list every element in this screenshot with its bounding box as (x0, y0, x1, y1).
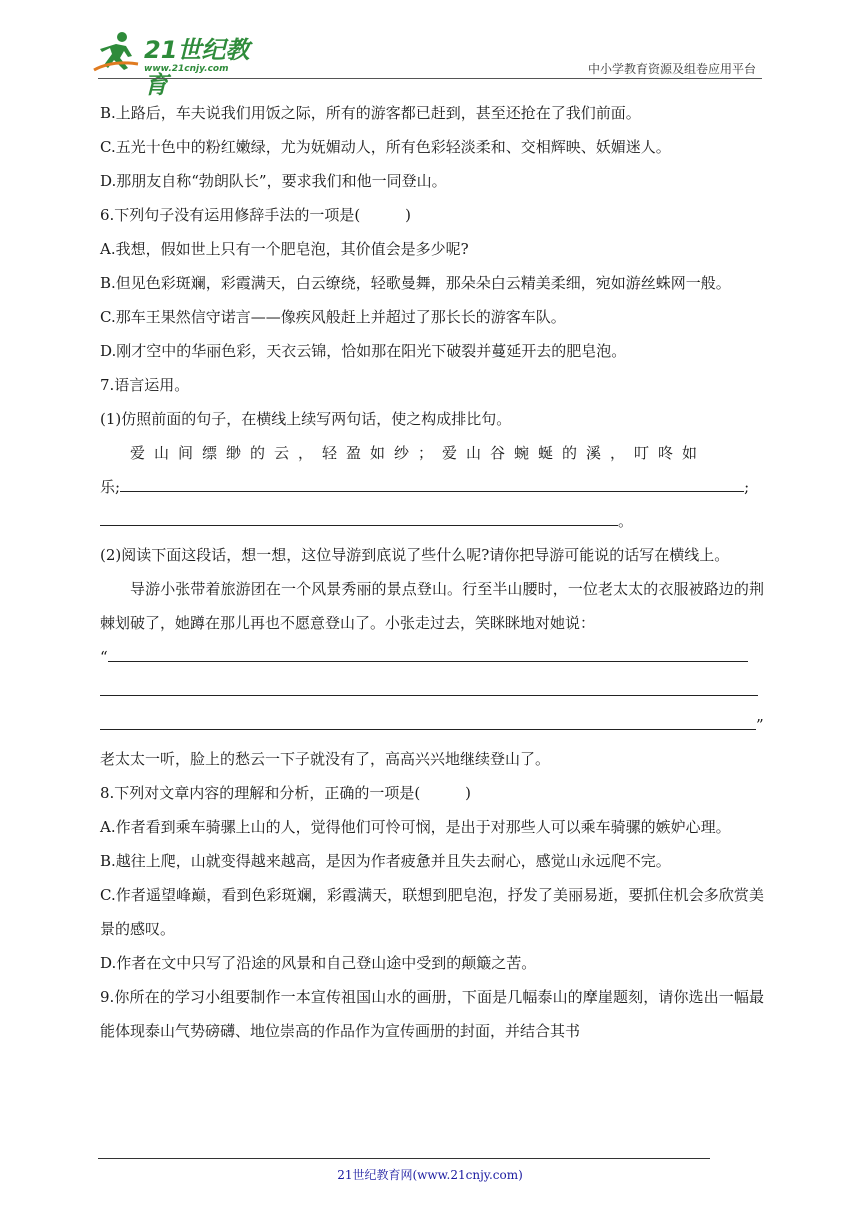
close-quote: ” (756, 716, 764, 734)
open-quote: “ (100, 648, 108, 666)
logo (92, 30, 262, 99)
logo-url: www.21cnjy.com (144, 64, 229, 74)
semicolon: ; (744, 478, 750, 496)
example-end: 乐; (100, 478, 121, 496)
question-6: 6.下列句子没有运用修辞手法的一项是( ) (100, 206, 412, 224)
question-7-part-1: (1)仿照前面的句子，在横线上续写两句话，使之构成排比句。 (100, 410, 512, 428)
question-7: 7.语言运用。 (100, 376, 190, 394)
answer-blank-1[interactable] (120, 473, 744, 492)
question-8: 8.下列对文章内容的理解和分析，正确的一项是( ) (100, 784, 472, 802)
question-6-option-d: D.刚才空中的华丽色彩，天衣云锦，恰如那在阳光下破裂并蔓延开去的肥皂泡。 (100, 342, 627, 360)
option-d: D.那朋友自称“勃朗队长”，要求我们和他一同登山。 (100, 172, 447, 190)
guide-answer-line-3 (100, 708, 764, 742)
question-7-conclusion: 老太太一听，脸上的愁云一下子就没有了，高高兴兴地继续登山了。 (100, 750, 551, 768)
question-7-answer-line-1 (100, 470, 764, 504)
footer-divider (98, 1158, 710, 1159)
question-8-option-c: C.作者遥望峰巅，看到色彩斑斓，彩霞满天，联想到肥皂泡，抒发了美丽易逝，要抓住机会多欣赏美景的感叹。 (100, 886, 764, 938)
question-8-option-b: B.越往上爬，山就变得越来越高，是因为作者疲惫并且失去耐心，感觉山永远爬不完。 (100, 852, 671, 870)
question-6-option-c: C.那车王果然信守诺言——像疾风般赶上并超过了那长长的游客车队。 (100, 308, 566, 326)
question-6-option-b: B.但见色彩斑斓，彩霞满天，白云缭绕，轻歌曼舞，那朵朵白云精美柔细，宛如游丝蛛网一般。 (100, 274, 731, 292)
question-6-option-a: A.我想，假如世上只有一个肥皂泡，其价值会是多少呢? (100, 240, 469, 258)
period: 。 (618, 512, 634, 530)
question-7-passage: 导游小张带着旅游团在一个风景秀丽的景点登山。行至半山腰时，一位老太太的衣服被路边的荆棘划破了，她蹲在那儿再也不愿意登山了。小张走过去，笑眯眯地对她说： (100, 580, 764, 632)
question-7-example: 爱山间缥缈的云，轻盈如纱；爱山谷蜿蜒的溪，叮咚如 (130, 444, 707, 462)
option-b: B.上路后，车夫说我们用饭之际，所有的游客都已赶到，甚至还抢在了我们前面。 (100, 104, 641, 122)
page-footer: 21世纪教育网(www.21cnjy.com) (337, 1168, 523, 1182)
question-9: 9.你所在的学习小组要制作一本宣传祖国山水的画册，下面是几幅泰山的摩崖题刻，请你选出一幅最能体现泰山气势磅礴、地位崇高的作品作为宣传画册的封面，并结合其书 (100, 988, 764, 1040)
guide-blank-3[interactable] (100, 711, 756, 730)
header-divider (98, 78, 762, 79)
platform-name: 中小学教育资源及组卷应用平台 (587, 62, 756, 76)
page-header (0, 0, 860, 99)
question-7-answer-line-2 (100, 504, 764, 538)
guide-answer-line-1 (100, 640, 764, 674)
question-7-part-2: (2)阅读下面这段话，想一想，这位导游到底说了些什么呢?请你把导游可能说的话写在横线上。 (100, 546, 730, 564)
runner-logo-icon (92, 30, 142, 74)
answer-blank-2[interactable] (100, 507, 618, 526)
question-8-option-a: A.作者看到乘车骑骡上山的人，觉得他们可怜可悯，是出于对那些人可以乘车骑骡的嫉妒心理。 (100, 818, 731, 836)
guide-answer-line-2 (100, 674, 764, 708)
option-c: C.五光十色中的粉红嫩绿，尤为妩媚动人，所有色彩轻淡柔和、交相辉映、妖媚迷人。 (100, 138, 671, 156)
guide-blank-2[interactable] (100, 677, 758, 696)
question-8-option-d: D.作者在文中只写了沿途的风景和自己登山途中受到的颠簸之苦。 (100, 954, 537, 972)
logo-text: 21世纪教育 (144, 36, 250, 99)
document-body (100, 96, 764, 1048)
guide-blank-1[interactable] (108, 643, 748, 662)
